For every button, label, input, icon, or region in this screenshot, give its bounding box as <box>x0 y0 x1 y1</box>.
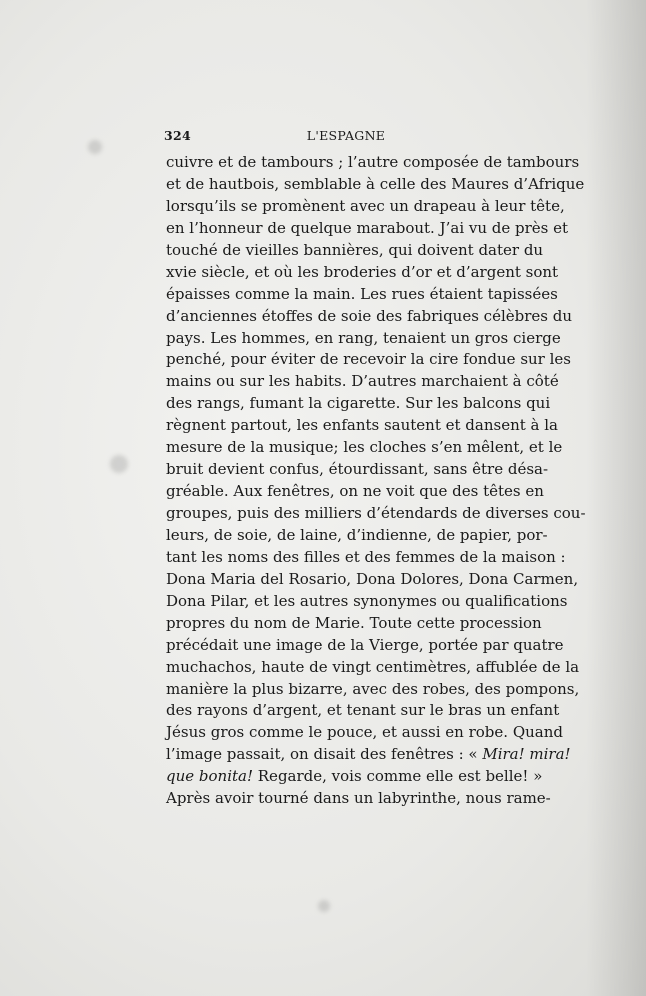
text-line <box>166 371 559 393</box>
line-text: Après avoir tourné dans un labyrinthe, nous rame- <box>166 789 551 808</box>
running-head: L'ESPAGNE <box>306 128 386 143</box>
paper-stain <box>110 455 128 473</box>
line-text: en l’honneur de quelque marabout. J’ai vu de près et <box>166 218 569 237</box>
page-header <box>164 128 528 146</box>
text-line <box>166 240 544 262</box>
text-line <box>166 328 561 350</box>
text-line <box>166 613 542 635</box>
text-line <box>166 657 580 679</box>
line-text: tant les noms des filles et des femmes de la maison : <box>166 547 566 566</box>
italic-text: Mira! mira! <box>482 745 571 764</box>
line-text: règnent partout, les enfants sautent et dansent à la <box>166 416 558 435</box>
line-text: leurs, de soie, de laine, d’indienne, de papier, por- <box>166 525 548 544</box>
line-text: manière la plus bizarre, avec des robes, des pompons, <box>166 679 580 698</box>
text-line <box>166 459 549 481</box>
line-text: et de hautbois, semblable à celle des Maures d’Afrique <box>166 174 585 193</box>
text-line <box>166 481 544 503</box>
line-text: Regarde, vois comme elle est belle! » <box>253 767 543 786</box>
text-line <box>166 218 569 240</box>
text-line <box>166 700 560 722</box>
text-line <box>166 437 563 459</box>
page-number: 324 <box>164 128 191 143</box>
text-line <box>166 306 573 328</box>
line-text: gréable. Aux fenêtres, on ne voit que des têtes en <box>166 482 544 501</box>
text-line <box>166 635 564 657</box>
line-text: propres du nom de Marie. Toute cette procession <box>166 613 542 632</box>
line-text: des rayons d’argent, et tenant sur le bras un enfant <box>166 701 560 720</box>
text-line <box>166 393 551 415</box>
line-text: groupes, puis des milliers d’étendards de diverses cou- <box>166 504 586 522</box>
paper-stain <box>318 900 330 912</box>
text-line <box>166 174 585 196</box>
text-line <box>166 262 559 284</box>
body-text <box>166 152 586 810</box>
text-line <box>166 569 579 591</box>
page-edge-shadow <box>586 0 646 996</box>
line-text: pays. Les hommes, en rang, tenaient un gros cierge <box>166 328 561 347</box>
line-text: mesure de la musique; les cloches s’en mêlent, et le <box>166 438 563 457</box>
line-text: lorsqu’ils se promènent avec un drapeau à leur tête, <box>166 196 565 215</box>
text-line <box>166 503 586 525</box>
line-text: xvie siècle, et où les broderies d’or et d’argent sont <box>166 262 559 281</box>
text-line <box>166 349 571 371</box>
text-line <box>166 591 568 613</box>
line-text: des rangs, fumant la cigarette. Sur les balcons qui <box>166 394 551 413</box>
line-text: épaisses comme la main. Les rues étaient tapissées <box>166 284 558 303</box>
text-line <box>166 196 565 218</box>
line-text: penché, pour éviter de recevoir la cire fondue sur les <box>166 350 571 369</box>
paper-stain <box>88 140 102 154</box>
line-text: cuivre et de tambours ; l’autre composée de tambours <box>166 153 580 171</box>
text-line <box>166 525 548 547</box>
line-text: bruit devient confus, étourdissant, sans être désa- <box>166 460 549 479</box>
line-text: l’image passait, on disait des fenêtres : « <box>166 745 483 764</box>
text-line <box>166 152 580 174</box>
line-text: Dona Maria del Rosario, Dona Dolores, Dona Carmen, <box>166 569 579 588</box>
text-line <box>166 788 551 810</box>
line-text: Jésus gros comme le pouce, et aussi en robe. Quand <box>166 723 563 742</box>
text-line <box>166 547 566 569</box>
italic-text: que bonita! <box>166 767 253 786</box>
text-line <box>166 284 558 306</box>
text-line <box>166 679 580 701</box>
line-text: touché de vieilles bannières, qui doivent dater du <box>166 240 544 259</box>
text-line <box>166 415 558 437</box>
line-text: précédait une image de la Vierge, portée par quatre <box>166 635 564 654</box>
line-text: Dona Pilar, et les autres synonymes ou qualifications <box>166 591 568 610</box>
line-text: muchachos, haute de vingt centimètres, affublée de la <box>166 657 580 676</box>
text-line <box>166 766 543 788</box>
text-line <box>166 744 571 766</box>
line-text: d’anciennes étoffes de soie des fabriques célèbres du <box>166 306 573 325</box>
text-line <box>166 722 563 744</box>
line-text: mains ou sur les habits. D’autres marchaient à côté <box>166 372 559 391</box>
